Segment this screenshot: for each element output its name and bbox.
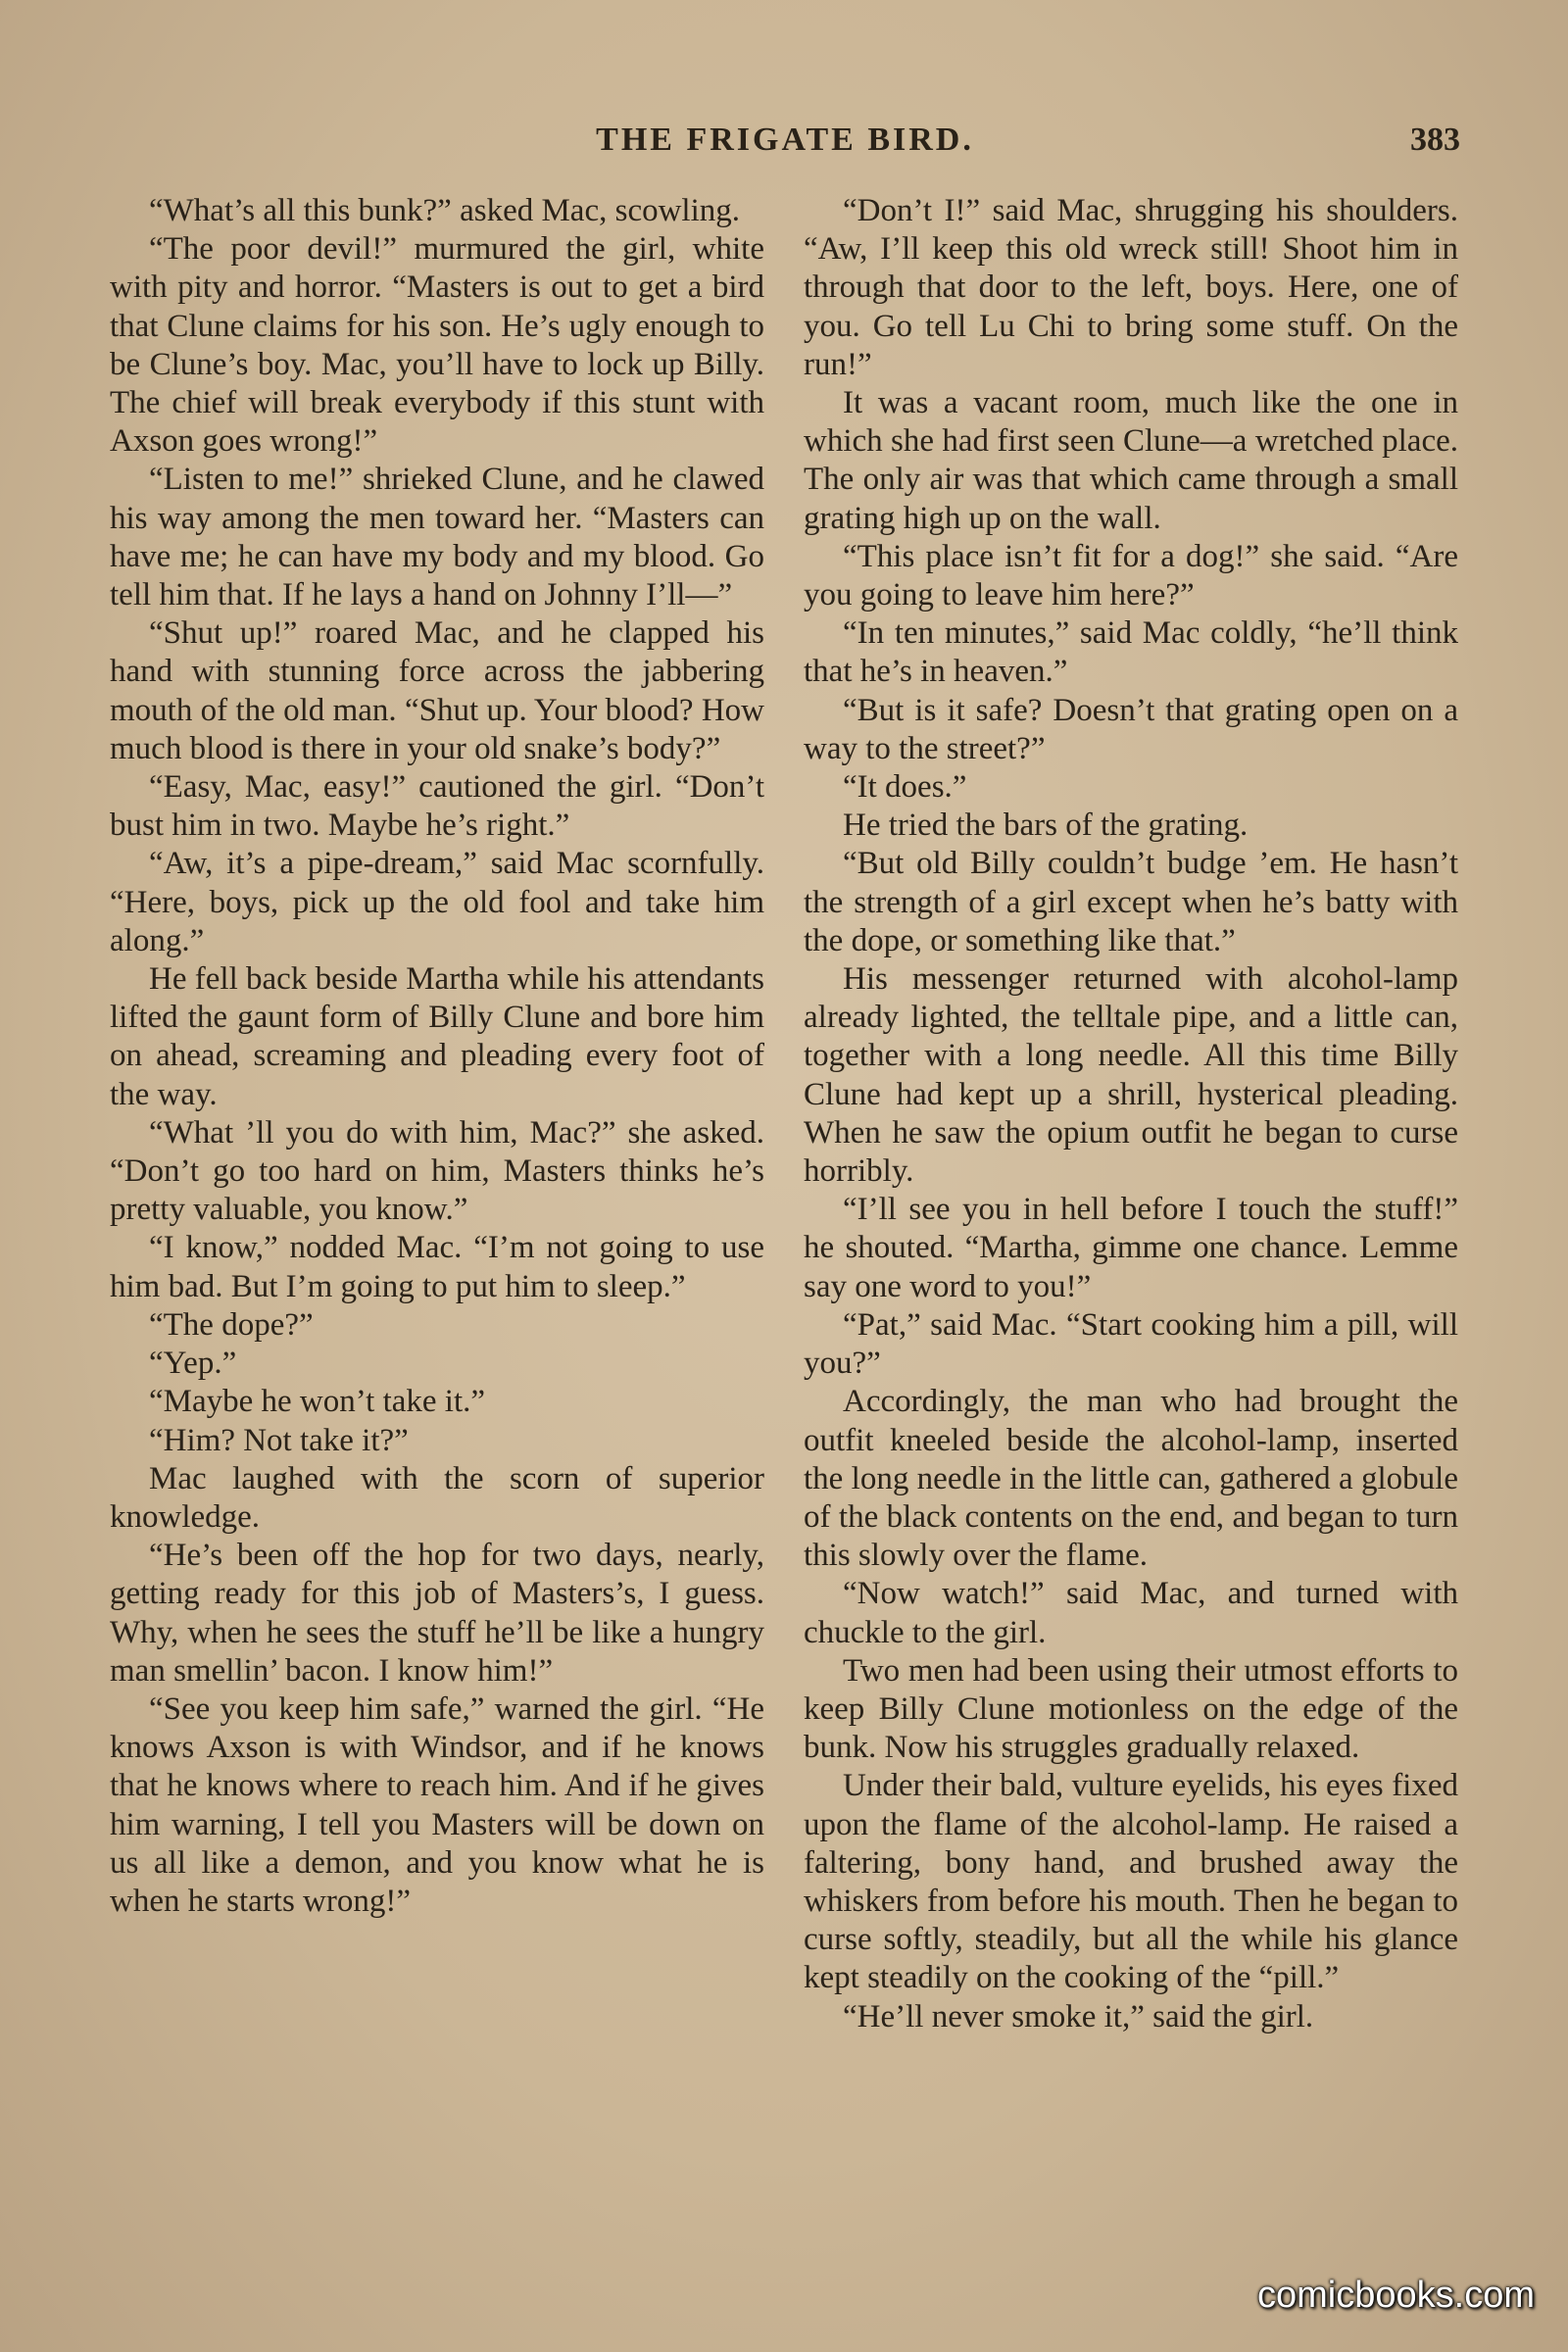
paragraph: “But old Billy couldn’t budge ’em. He hasn’t the strength of a girl except when he’s batty with the dope, or something like that.” (804, 846, 1458, 958)
page-number: 383 (1410, 122, 1460, 158)
paragraph: “Maybe he won’t take it.” (149, 1384, 486, 1420)
paragraph: “What ’ll you do with him, Mac?” she asked. “Don’t go too hard on him, Masters thinks he’s pretty valuable, you know.” (110, 1114, 764, 1228)
paragraph: “I know,” nodded Mac. “I’m not going to use him bad. But I’m going to put him to sleep.” (110, 1230, 764, 1304)
paragraph: “Listen to me!” shrieked Clune, and he clawed his way among the men toward her. “Masters can have me; he can have my body and my blood. Go tell him that. If he lays a hand on Johnny I’ll—” (110, 462, 764, 613)
paragraph: “What’s all this bunk?” asked Mac, scowling. (149, 193, 741, 228)
paragraph: “The poor devil!” murmured the girl, white with pity and horror. “Masters is out to get a bird that Clune claims for his son. He’s ugly enough to be Clune’s boy. Mac, you’ll have to lock up Billy. The chief will break everybody if this stunt with Axson goes wrong!” (110, 231, 764, 460)
paragraph: Under their bald, vulture eyelids, his eyes fixed upon the flame of the alcohol-lamp. He raised a faltering, bony hand, and brushed away the whiskers from before his mouth. Then he began to curse softly, steadily, but all the while his glance kept steadily on the cooking of the “pill.” (804, 1768, 1458, 1996)
paragraph: His messenger returned with alcohol-lamp already lighted, the telltale pipe, and a little can, together with a long needle. All this time Billy Clune had kept up a shrill, hysterical pleading. When he saw the opium outfit he began to curse horribly. (804, 961, 1458, 1190)
paragraph: He tried the bars of the grating. (843, 808, 1249, 844)
paragraph: “In ten minutes,” said Mac coldly, “he’ll think that he’s in heaven.” (804, 615, 1458, 690)
paragraph: Two men had been using their utmost efforts to keep Billy Clune motionless on the edge of the bunk. Now his struggles gradually relaxed. (804, 1652, 1458, 1766)
paragraph: Mac laughed with the scorn of superior knowledge. (110, 1460, 764, 1535)
running-title: THE FRIGATE BIRD. (596, 122, 974, 158)
paragraph: “Easy, Mac, easy!” cautioned the girl. “Don’t bust him in two. Maybe he’s right.” (110, 769, 764, 844)
paragraph: “He’s been off the hop for two days, nearly, getting ready for this job of Masters’s, I guess. Why, when he sees the stuff he’ll be like a hungry man smellin’ bacon. I know him!” (110, 1538, 764, 1689)
paragraph: “Pat,” said Mac. “Start cooking him a pill, will you?” (804, 1306, 1458, 1382)
paragraph: “Him? Not take it?” (149, 1422, 409, 1458)
paragraph: “I’ll see you in hell before I touch the stuff!” he shouted. “Martha, gimme one chance. Lemme say one word to you!” (804, 1192, 1458, 1304)
paragraph: He fell back beside Martha while his attendants lifted the gaunt form of Billy Clune and bore him on ahead, screaming and pleading every foot of the way. (110, 961, 764, 1112)
paragraph: “See you keep him safe,” warned the girl. “He knows Axson is with Windsor, and if he knows that he knows where to reach him. And if he gives him warning, I tell you Masters will be down on us all like a demon, and you know what he is when he starts wrong!” (110, 1690, 764, 1919)
site-watermark: comicbooks.com (1257, 2275, 1535, 2316)
paragraph: “Don’t I!” said Mac, shrugging his shoulders. “Aw, I’ll keep this old wreck still! Shoot him in through that door to the left, boys. Here, one of you. Go tell Lu Chi to bring some stuff. On the run!” (804, 193, 1458, 382)
paragraph: “But is it safe? Doesn’t that grating open on a way to the street?” (804, 692, 1458, 766)
paragraph: “Now watch!” said Mac, and turned with chuckle to the girl. (804, 1576, 1458, 1650)
paragraph: It was a vacant room, much like the one in which she had first seen Clune—a wretched place. The only air was that which came through a small grating high up on the wall. (804, 385, 1458, 536)
paragraph: “Yep.” (149, 1346, 237, 1382)
page-header (110, 122, 1460, 169)
paragraph: “He’ll never smoke it,” said the girl. (843, 1998, 1314, 2034)
paragraph: “Aw, it’s a pipe-dream,” said Mac scornfully. “Here, boys, pick up the old fool and take him along.” (110, 846, 764, 958)
left-column (110, 192, 764, 1921)
paragraph: “The dope?” (149, 1306, 314, 1343)
right-column (804, 192, 1458, 2036)
paragraph: “This place isn’t fit for a dog!” she said. “Are you going to leave him here?” (804, 538, 1458, 613)
paragraph: “Shut up!” roared Mac, and he clapped his hand with stunning force across the jabbering mouth of the old man. “Shut up. Your blood? How much blood is there in your old snake’s body?” (110, 615, 764, 766)
paragraph: Accordingly, the man who had brought the outfit kneeled beside the alcohol-lamp, inserted the long needle in the little can, gathered a globule of the black contents on the end, and began to turn this slowly over the flame. (804, 1384, 1458, 1574)
paragraph: “It does.” (843, 769, 967, 806)
